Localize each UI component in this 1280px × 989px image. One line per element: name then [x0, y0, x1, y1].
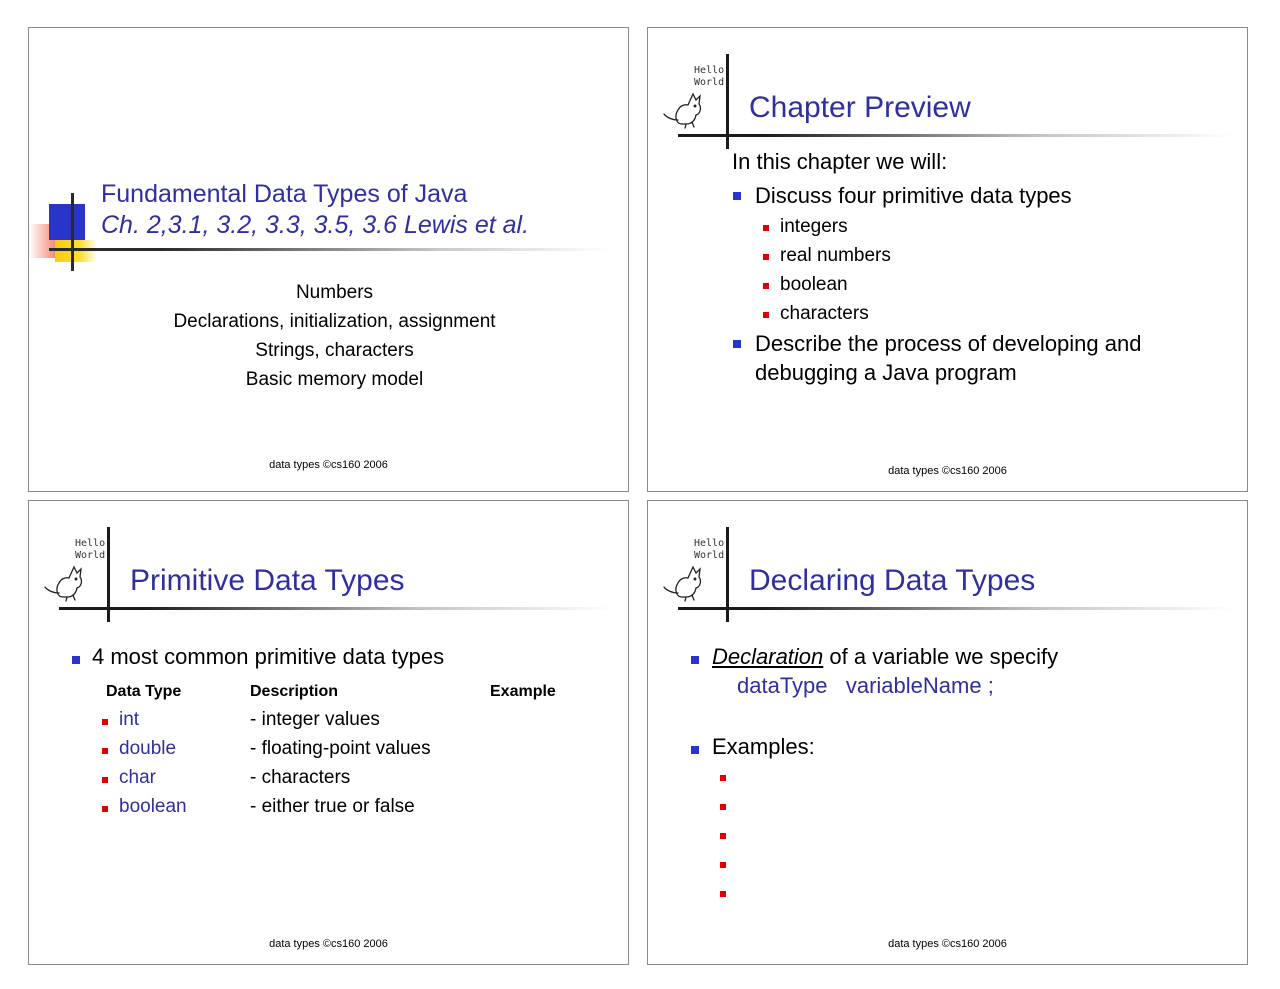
- slide2-bullet2-line1: Describe the process of developing and: [755, 331, 1142, 356]
- slide3-footer: data types ©cs160 2006: [269, 938, 388, 950]
- red-bullet: [720, 891, 726, 897]
- topic-line: Numbers: [295, 282, 374, 303]
- slide3-title: Primitive Data Types: [130, 564, 405, 597]
- topic-line: Declarations, initialization, assignment: [173, 311, 496, 332]
- type-cell: char: [119, 767, 156, 788]
- description-cell: - characters: [250, 767, 351, 788]
- mouse-icon: [43, 557, 91, 603]
- col-header-description: Description: [250, 683, 339, 700]
- slide2-title: Chapter Preview: [749, 91, 971, 124]
- declaration-text: of a variable we specify: [823, 644, 1059, 669]
- logo-horizontal-line: [59, 607, 614, 610]
- col-header-data-type: Data Type: [106, 683, 182, 700]
- blue-bullet: [72, 656, 80, 664]
- type-cell: double: [119, 738, 177, 759]
- slide2-bullet2-line2: debugging a Java program: [755, 360, 1017, 385]
- hello-world-logo-text: Hello World: [75, 538, 106, 561]
- red-bullet: [720, 804, 726, 810]
- topic-line: Strings, characters: [255, 340, 414, 361]
- logo-horizontal-line: [678, 134, 1233, 137]
- red-bullet: [102, 806, 108, 812]
- sub-item: boolean: [780, 274, 848, 295]
- slide-primitive-data-types: [28, 500, 629, 965]
- decor-yellow-square: [55, 240, 97, 262]
- red-bullet: [763, 254, 769, 260]
- slide-title-page: [28, 27, 629, 492]
- mouse-icon: [662, 84, 710, 130]
- slide-chapter-preview: [647, 27, 1248, 492]
- decor-vertical-line: [71, 193, 74, 271]
- slide2-footer: data types ©cs160 2006: [888, 465, 1007, 477]
- blue-bullet: [733, 340, 741, 348]
- declaration-term: Declaration: [712, 644, 824, 669]
- sub-item: integers: [780, 216, 848, 237]
- slide2-intro: In this chapter we will:: [732, 149, 948, 174]
- topic-line: Basic memory model: [245, 369, 424, 390]
- slide4-footer: data types ©cs160 2006: [888, 938, 1007, 950]
- description-cell: - floating-point values: [250, 738, 431, 759]
- red-bullet: [720, 862, 726, 868]
- slide4-title: Declaring Data Types: [749, 564, 1036, 597]
- blue-bullet: [691, 656, 699, 664]
- slide1-title-line2: Ch. 2,3.1, 3.2, 3.3, 3.5, 3.6 Lewis et al.: [101, 211, 530, 239]
- description-cell: - integer values: [250, 709, 380, 730]
- slide3-bullet: 4 most common primitive data types: [92, 644, 445, 669]
- red-bullet: [720, 833, 726, 839]
- declaration-syntax: dataType variableName ;: [737, 673, 994, 698]
- description-cell: - either true or false: [250, 796, 415, 817]
- red-bullet: [763, 312, 769, 318]
- type-cell: int: [119, 709, 140, 730]
- red-bullet: [763, 225, 769, 231]
- slide1-topic-list: [29, 278, 629, 394]
- red-bullet: [102, 748, 108, 754]
- red-bullet: [102, 719, 108, 725]
- red-bullet: [720, 775, 726, 781]
- declaration-line: [712, 644, 1058, 670]
- hello-world-logo-text: Hello World: [694, 538, 725, 561]
- hello-world-logo-text: Hello World: [694, 65, 725, 88]
- slide1-footer: data types ©cs160 2006: [269, 459, 388, 471]
- logo-horizontal-line: [678, 607, 1233, 610]
- col-header-example: Example: [490, 683, 556, 700]
- red-bullet: [763, 283, 769, 289]
- type-cell: boolean: [119, 796, 187, 817]
- sub-item: characters: [780, 303, 869, 324]
- red-bullet: [102, 777, 108, 783]
- decor-blue-square: [49, 204, 85, 240]
- slide1-title-line1: Fundamental Data Types of Java: [101, 180, 468, 208]
- slide-declaring-data-types: [647, 500, 1248, 965]
- blue-bullet: [733, 192, 741, 200]
- decor-horizontal-line: [49, 248, 609, 251]
- slide2-bullet1: Discuss four primitive data types: [755, 183, 1072, 208]
- sub-item: real numbers: [780, 245, 891, 266]
- blue-bullet: [691, 746, 699, 754]
- mouse-icon: [662, 557, 710, 603]
- examples-label: Examples:: [712, 734, 815, 759]
